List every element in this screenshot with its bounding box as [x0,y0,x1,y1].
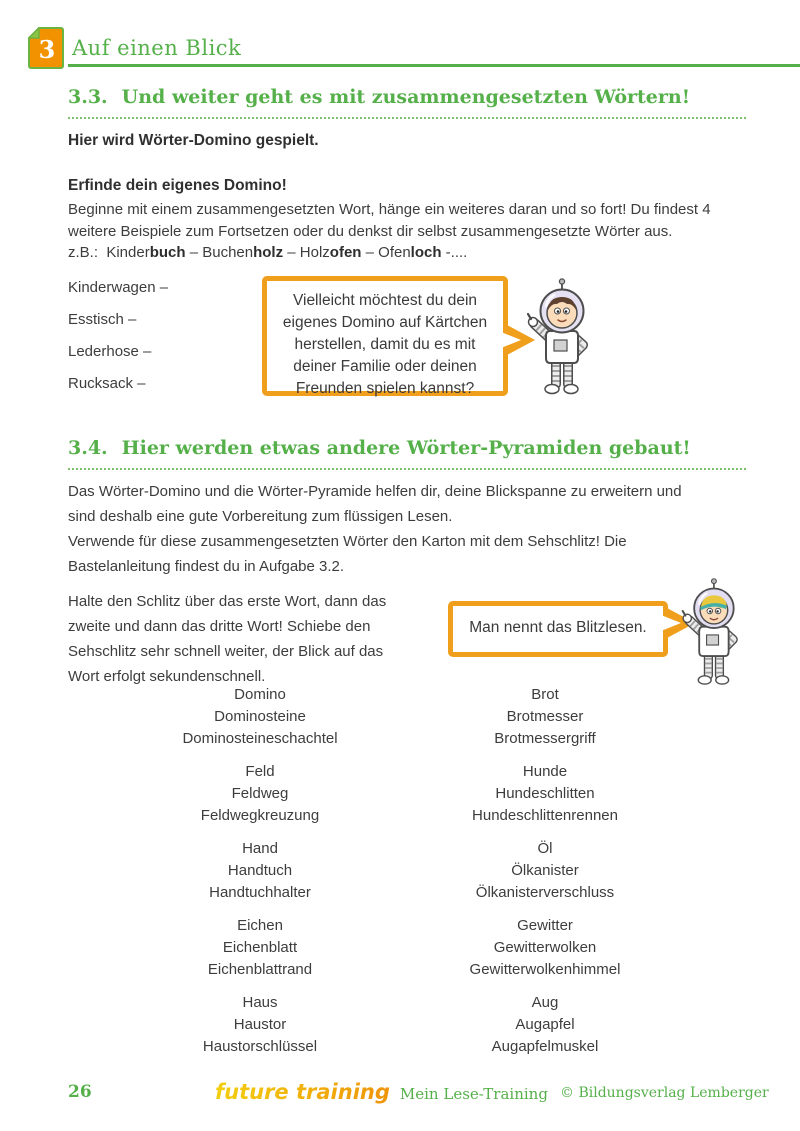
astronaut-chest-panel [707,635,719,645]
example-word-part: -.... [441,244,468,261]
word-pyramid [420,761,670,827]
chapter-badge [28,27,64,69]
pyramid-word: Eichen [237,917,283,934]
word-pyramid [420,992,670,1058]
section-3-4-paragraph-2 [68,589,386,689]
astronaut-chest-panel [554,340,567,351]
pyramid-word: Gewitter [517,917,573,934]
pyramid-word: Feld [245,763,275,780]
page-number: 26 [68,1082,92,1102]
paragraph-line: weitere Beispiele zum Fortsetzen oder du denkst dir selbst zusammengesetzte Wörter aus. [68,223,673,240]
example-word-part: – Ofen [361,244,411,261]
word-pyramid [420,838,670,904]
example-word-part: – Buchen [185,244,254,261]
pyramid-word: Eichenblattrand [207,961,313,978]
paragraph-line: Wort erfolgt sekundenschnell. [68,668,266,685]
speech-bubble-line: herstellen, damit du es mit [294,336,476,353]
footer-brand-group [215,1080,548,1104]
pyramid-word: Brotmessergriff [494,730,596,747]
header-rule [68,64,800,67]
example-word-part: ofen [329,244,362,261]
section-title: Und weiter geht es mit zusammengesetzten Wörtern! [121,86,691,108]
speech-bubble-line: deiner Familie oder deinen [293,358,477,375]
word-pyramid [420,915,670,981]
paragraph-line: sind deshalb eine gute Vorbereitung zum flüssigen Lesen. [68,508,453,525]
section-3-3-paragraph [68,199,711,243]
astronaut-legs [708,656,719,675]
pyramid-word: Handtuch [227,862,293,879]
pyramid-word: Dominosteine [214,708,306,725]
speech-bubble-tail-inner [501,332,521,348]
pyramid-word: Hundeschlitten [495,785,595,802]
example-word-part: loch [410,244,442,261]
pyramid-word: Feldweg [231,785,289,802]
domino-starter-item: Lederhose – [68,343,152,360]
section-number: 3.3. [68,86,108,108]
domino-starter-item: Kinderwagen – [68,279,169,296]
speech-bubble-line: Vielleicht möchtest du dein [292,292,478,309]
pyramid-word: Dominosteineschachtel [182,730,338,747]
pyramid-word: Hunde [522,763,568,780]
section-3-4-heading [68,437,746,470]
word-pyramid [100,838,420,904]
pyramid-word: Brotmesser [506,708,584,725]
paragraph-line: Beginne mit einem zusammengesetzten Wort, hänge ein weiteres daran und so fort! Du findest 4 [68,201,711,218]
speech-bubble-domino [262,276,508,396]
example-word-part: z.B.: Kinder [68,244,150,261]
paragraph-line: Das Wörter-Domino und die Wörter-Pyramide helfen dir, deine Blickspanne zu erweitern und [68,483,682,500]
paragraph-line: Halte den Schlitz über das erste Wort, dann das [68,593,387,610]
pyramid-word: Ölkanisterverschluss [475,884,615,901]
example-word-part: buch [149,244,186,261]
pyramid-column-right [420,684,670,1069]
pyramid-word: Aug [531,994,559,1011]
domino-starter-item: Rucksack – [68,375,146,392]
domino-starter-item: Esstisch – [68,311,137,328]
copyright-text: © Bildungsverlag Lemberger [560,1085,769,1101]
pyramid-word: Öl [537,840,553,857]
chapter-number: 3 [38,35,56,64]
domino-example-line [68,244,467,261]
speech-bubble-line: eigenes Domino auf Kärtchen [282,314,488,331]
brand-logo-text: future training [215,1080,390,1104]
section-3-3-heading [68,86,746,119]
section-number: 3.4. [68,437,108,459]
astronaut-legs [556,363,568,384]
astronaut-mascot-icon [676,577,750,691]
paragraph-line: Sehschlitz sehr schnell weiter, der Blick auf das [68,643,384,660]
pyramid-word: Brot [531,686,559,703]
speech-bubble-line: Freunden spielen kannst? [295,380,475,397]
pyramid-word: Haus [242,994,278,1011]
example-word-part: holz [253,244,284,261]
domino-starter-list [68,279,168,407]
section-title: Hier werden etwas andere Wörter-Pyramiden gebaut! [121,437,691,459]
series-title: Mein Lese-Training [399,1085,548,1103]
pyramid-word: Handtuchhalter [209,884,311,901]
pyramid-word: Domino [234,686,286,703]
word-pyramids [100,684,670,1069]
pyramid-word: Eichenblatt [222,939,298,956]
word-pyramid [100,761,420,827]
paragraph-line: Bastelanleitung findest du in Aufgabe 3.2. [68,558,345,575]
word-pyramid [100,992,420,1058]
pyramid-word: Feldwegkreuzung [200,807,320,824]
pyramid-word: Ölkanister [511,862,579,879]
word-pyramid [100,684,420,750]
astronaut-mascot-icon [521,277,601,401]
section-3-4-paragraph-1 [68,479,682,579]
subheading-bold-line: Erfinde dein eigenes Domino! [68,177,287,194]
pyramid-word: Augapfel [515,1016,575,1033]
word-pyramid [420,684,670,750]
word-pyramid [100,915,420,981]
pyramid-word: Gewitterwolkenhimmel [469,961,621,978]
pyramid-word: Gewitterwolken [493,939,597,956]
paragraph-line: Verwende für diese zusammengesetzten Wörter den Karton mit dem Sehschlitz! Die [68,533,627,550]
intro-bold-line: Hier wird Wörter-Domino gespielt. [68,132,319,149]
pyramid-column-left [100,684,420,1069]
pyramid-word: Haustor [233,1016,287,1033]
paragraph-line: zweite und dann das dritte Wort! Schiebe den [68,618,371,635]
pyramid-word: Haustorschlüssel [202,1038,318,1055]
pyramid-word: Hundeschlittenrennen [472,807,618,824]
badge-fold-corner [29,28,39,38]
speech-bubble-blitzlesen [448,601,668,657]
speech-bubble-text: Man nennt das Blitzlesen. [469,619,647,636]
chapter-title: Auf einen Blick [72,36,242,60]
pyramid-word: Hand [242,840,278,857]
speech-bubble-text [267,281,503,400]
example-word-part: – Holz [283,244,330,261]
pyramid-word: Augapfelmuskel [491,1038,599,1055]
